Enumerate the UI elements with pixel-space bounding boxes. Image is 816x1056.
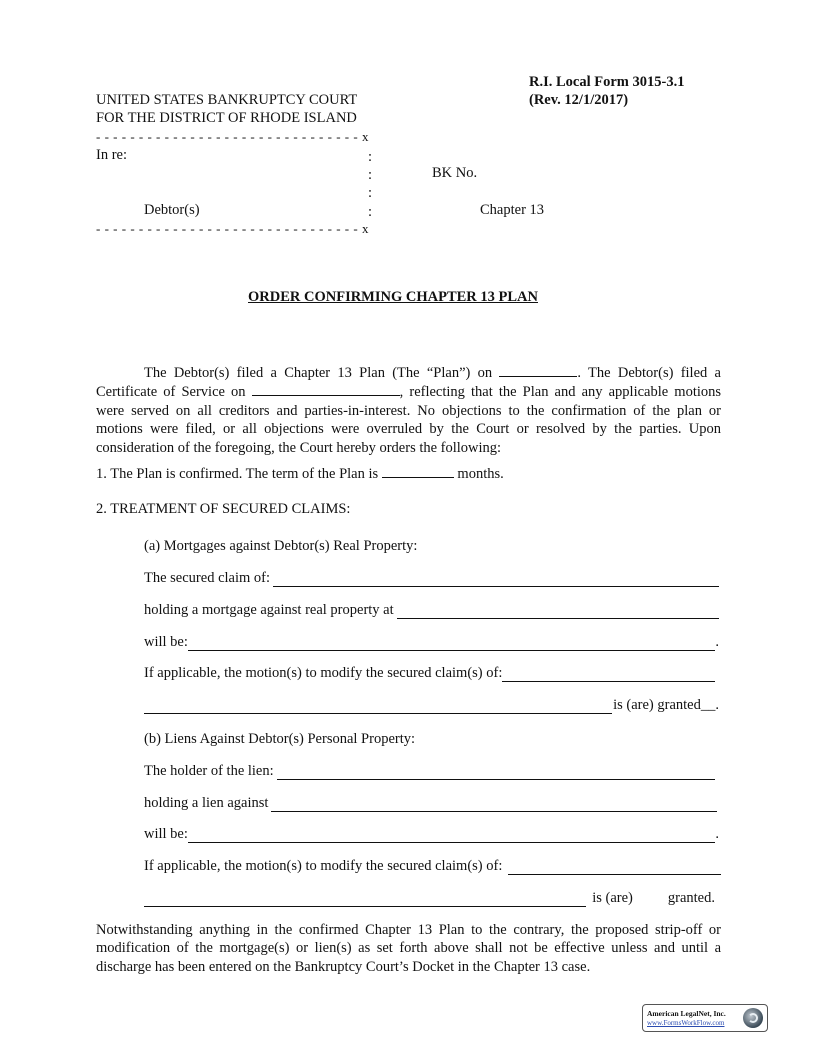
lien-against-row: [144, 794, 717, 812]
mortgage-motion-field-cont[interactable]: [144, 699, 612, 714]
chapter-label: Chapter 13: [480, 202, 545, 218]
intro-text-part3: , reflecting that the Plan and any applicable motions were served on all creditors and parties-in-interest. No objections to the confirmation of the plan or motions were filed, or all objections were overruled by the Court or resolved by the parties. Upon consideration of the foregoing, the Court hereby orders the following:: [96, 384, 722, 456]
mortgage-will-be-label: will be:: [144, 634, 188, 650]
mortgage-motion-row: [144, 664, 715, 682]
mortgage-motion-field[interactable]: [502, 667, 715, 682]
form-revision: (Rev. 12/1/2017): [529, 92, 629, 108]
lien-motion-row: [144, 857, 721, 875]
bk-number-label: BK No.: [432, 165, 478, 181]
caption-colon: :: [368, 167, 373, 183]
real-property-field[interactable]: [397, 604, 719, 619]
item1-months: months.: [457, 466, 504, 482]
item1-plan-confirmed: [96, 463, 504, 483]
secured-claim-label: The secured claim of:: [144, 570, 271, 586]
item2-heading: 2. TREATMENT OF SECURED CLAIMS:: [96, 501, 351, 517]
lien-holder-row: [144, 762, 715, 780]
in-re-label: In re:: [96, 147, 127, 163]
lien-motion-label: If applicable, the motion(s) to modify the secured claim(s) of:: [144, 858, 503, 874]
mortgage-motion-label: If applicable, the motion(s) to modify the secured claim(s) of:: [144, 665, 503, 681]
court-name-line2: FOR THE DISTRICT OF RHODE ISLAND: [96, 110, 357, 126]
logo-company-name: American LegalNet, Inc.: [647, 1009, 726, 1018]
lien-motion-field[interactable]: [508, 860, 721, 875]
secured-claim-field[interactable]: [273, 572, 719, 587]
court-name-line1: UNITED STATES BANKRUPTCY COURT: [96, 92, 358, 108]
globe-icon: [743, 1008, 763, 1028]
lien-treatment-field[interactable]: [188, 828, 715, 843]
lien-will-be-row: [144, 825, 719, 843]
plan-date-field[interactable]: [499, 363, 577, 377]
closing-paragraph: Notwithstanding anything in the confirmed Chapter 13 Plan to the contrary, the proposed strip-off or modification of the mortgage(s) or lien(s) as set forth above shall not be effective unless and until a discharge has been entered on the Bankruptcy Court’s Docket in the Chapter 13 case.: [96, 922, 721, 975]
lien-holder-field[interactable]: [277, 765, 715, 780]
caption-colon: :: [368, 149, 373, 165]
intro-text-part1: The Debtor(s) filed a Chapter 13 Plan (The “Plan”) on: [144, 365, 493, 381]
lien-against-label: holding a lien against: [144, 795, 269, 811]
caption-top-divider: - - - - - - - - - - - - - - - - - - - - - - - - - - - - - - - x: [96, 129, 369, 144]
form-number: R.I. Local Form 3015-3.1: [529, 74, 685, 90]
lien-property-field[interactable]: [271, 797, 717, 812]
caption-colon: :: [368, 185, 373, 201]
lien-holder-label: The holder of the lien:: [144, 763, 274, 779]
item1-text: 1. The Plan is confirmed. The term of the Plan is: [96, 466, 379, 482]
mortgage-granted-text: is (are) granted__.: [613, 697, 719, 713]
certificate-date-field[interactable]: [252, 382, 400, 396]
intro-text-part2: . The Debtor(s) filed a Certificate of Service on: [96, 365, 721, 401]
lien-will-be-label: will be:: [144, 826, 188, 842]
plan-term-field[interactable]: [382, 463, 454, 478]
lien-granted-row: [144, 889, 715, 907]
lien-is-are-text: is (are): [592, 890, 633, 906]
mortgage-treatment-field[interactable]: [188, 636, 715, 651]
order-title: ORDER CONFIRMING CHAPTER 13 PLAN: [248, 289, 538, 305]
period: .: [715, 826, 719, 842]
lien-motion-field-cont[interactable]: [144, 892, 586, 907]
caption-bottom-divider: - - - - - - - - - - - - - - - - - - - - - - - - - - - - - - - x: [96, 221, 369, 236]
logo-website-link[interactable]: www.FormsWorkFlow.com: [647, 1019, 725, 1027]
period: .: [715, 634, 719, 650]
debtor-label: Debtor(s): [144, 202, 200, 218]
mortgage-property-label: holding a mortgage against real property at: [144, 602, 394, 618]
mortgage-property-row: [144, 601, 719, 619]
mortgage-granted-row: [144, 696, 719, 714]
mortgage-secured-claim-row: [144, 569, 719, 587]
mortgage-will-be-row: [144, 633, 719, 651]
footer-logo: [642, 1004, 768, 1032]
intro-paragraph: [96, 363, 721, 457]
liens-subheading: (b) Liens Against Debtor(s) Personal Property:: [144, 731, 416, 747]
lien-granted-text: granted.: [667, 890, 715, 906]
mortgages-subheading: (a) Mortgages against Debtor(s) Real Property:: [144, 538, 418, 554]
caption-colon: :: [368, 204, 373, 220]
